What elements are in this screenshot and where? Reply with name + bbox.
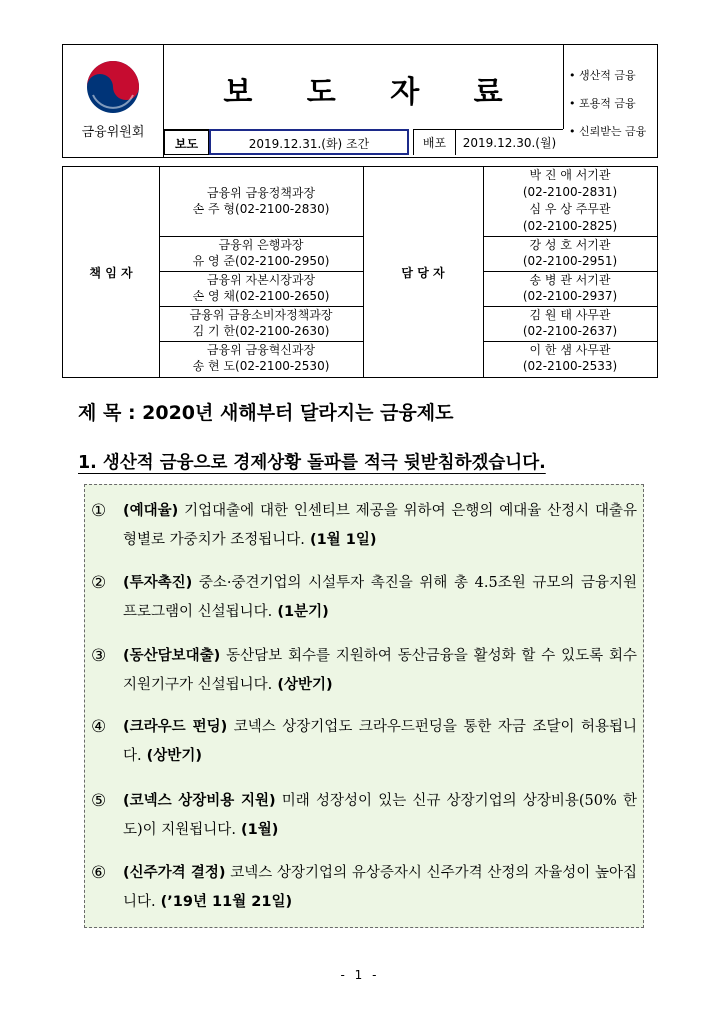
item-title: (예대율)	[123, 503, 179, 519]
slogan-tags	[563, 45, 657, 157]
staff-contact	[483, 167, 657, 235]
staff-phone: (02-2100-2825)	[522, 219, 618, 233]
item-date: (상반기)	[141, 748, 202, 764]
items-box	[84, 484, 644, 928]
release-label: 배포	[413, 129, 455, 155]
item-number: ①	[91, 501, 107, 521]
staff-name: 김 원 태 사무관	[529, 308, 611, 322]
item-title: (크라우드 펀딩)	[123, 719, 228, 735]
item-number: ③	[91, 646, 107, 666]
staff-name: 심 우 상 주무관	[529, 202, 611, 216]
item-date: (1월 1일)	[304, 532, 377, 548]
page-number: - 1 -	[340, 968, 380, 982]
slogan-tag: • 포용적 금융	[569, 97, 636, 110]
staff-name: 강 성 호 서기관	[529, 238, 611, 252]
item-number: ④	[91, 717, 107, 737]
contact-row	[159, 272, 363, 304]
item-number: ②	[91, 573, 107, 593]
item-body: 중소·중견기업의 시설투자 촉진을 위해 총 4.5조원 규모의 금융지원 프로그램이 신설됩니다.	[123, 575, 637, 620]
item-number: ⑥	[91, 863, 107, 883]
staff-phone: (02-2100-2951)	[522, 254, 618, 268]
title-cell	[163, 45, 564, 129]
staff-phone: (02-2100-2533)	[522, 359, 618, 373]
item-title: (신주가격 결정)	[123, 865, 226, 881]
org-name: 금융위원회	[81, 125, 145, 140]
item-title: (동산담보대출)	[123, 648, 221, 664]
item-date: (1월)	[235, 822, 279, 838]
staff-name: 박 진 애 서기관	[529, 168, 611, 182]
contact-row	[159, 342, 363, 374]
date-row	[163, 129, 563, 157]
staff-phone: (02-2100-2637)	[522, 324, 618, 338]
taegeuk-logo-icon	[85, 59, 141, 115]
staff-phone: (02-2100-2937)	[522, 289, 618, 303]
staff-contact	[483, 237, 657, 269]
contact-row	[159, 185, 363, 217]
list-item	[91, 859, 637, 917]
head-contact: 손 주 형(02-2100-2830)	[192, 202, 330, 216]
head-contact: 송 현 도(02-2100-2530)	[192, 359, 330, 373]
contact-row	[159, 237, 363, 269]
embargo-date: 2019.12.31.(화) 조간	[209, 129, 409, 155]
staff-contact	[483, 307, 657, 339]
list-item	[91, 569, 637, 627]
subject-title: 제 목 : 2020년 새해부터 달라지는 금융제도	[78, 402, 454, 424]
item-body: 미래 성장성이 있는 신규 상장기업의 상장비용(50% 한도)이 지원됩니다.	[123, 793, 637, 838]
dept-name: 금융위 금융정책과장	[206, 186, 316, 200]
dept-name: 금융위 금융소비자정책과장	[189, 308, 333, 322]
embargo-label: 보도	[163, 129, 209, 155]
head-contact: 김 기 한(02-2100-2630)	[192, 324, 330, 338]
list-item	[91, 497, 637, 555]
dept-name: 금융위 자본시장과장	[206, 273, 316, 287]
item-body: 코넥스 상장기업도 크라우드펀딩을 통한 자금 조달이 허용됩니다.	[123, 719, 637, 764]
dept-name: 금융위 금융혁신과장	[206, 343, 316, 357]
logo-cell	[63, 45, 164, 157]
press-release-header	[62, 44, 658, 158]
item-number: ⑤	[91, 791, 107, 811]
list-item	[91, 713, 637, 771]
staff-phone: (02-2100-2831)	[522, 185, 618, 199]
staff-name: 이 한 샘 사무관	[529, 343, 611, 357]
item-body: 기업대출에 대한 인센티브 제공을 위하여 은행의 예대율 산정시 대출유형별로 가중치가 조정됩니다.	[123, 503, 637, 548]
contact-row	[159, 307, 363, 339]
staff-contact	[483, 342, 657, 374]
list-item	[91, 642, 637, 700]
contacts-table	[62, 166, 658, 378]
item-date: (1분기)	[272, 604, 329, 620]
responsible-label: 책 임 자	[89, 266, 133, 280]
item-body: 동산담보 회수를 지원하여 동산금융을 활성화 할 수 있도록 회수지원기구가 신설됩니다.	[123, 648, 637, 693]
release-date: 2019.12.30.(월)	[455, 129, 563, 155]
head-contact: 손 영 채(02-2100-2650)	[192, 289, 330, 303]
slogan-tag: • 생산적 금융	[569, 69, 636, 82]
item-title: (투자촉진)	[123, 575, 193, 591]
staff-contact	[483, 272, 657, 304]
item-title: (코넥스 상장비용 지원)	[123, 793, 276, 809]
document-title: 보 도 자 료	[223, 75, 525, 110]
head-contact: 유 영 준(02-2100-2950)	[192, 254, 330, 268]
dept-name: 금융위 은행과장	[218, 238, 304, 252]
list-item	[91, 787, 637, 845]
slogan-tag: • 신뢰받는 금융	[569, 125, 647, 138]
item-body: 코넥스 상장기업의 유상증자시 신주가격 산정의 자율성이 높아집니다.	[123, 865, 638, 910]
item-date: (’19년 11월 21일)	[155, 894, 293, 910]
staff-label: 담 당 자	[401, 266, 445, 280]
section-heading: 1. 생산적 금융으로 경제상황 돌파를 적극 뒷받침하겠습니다.	[78, 453, 546, 473]
staff-name: 송 병 관 서기관	[529, 273, 611, 287]
item-date: (상반기)	[272, 677, 333, 693]
